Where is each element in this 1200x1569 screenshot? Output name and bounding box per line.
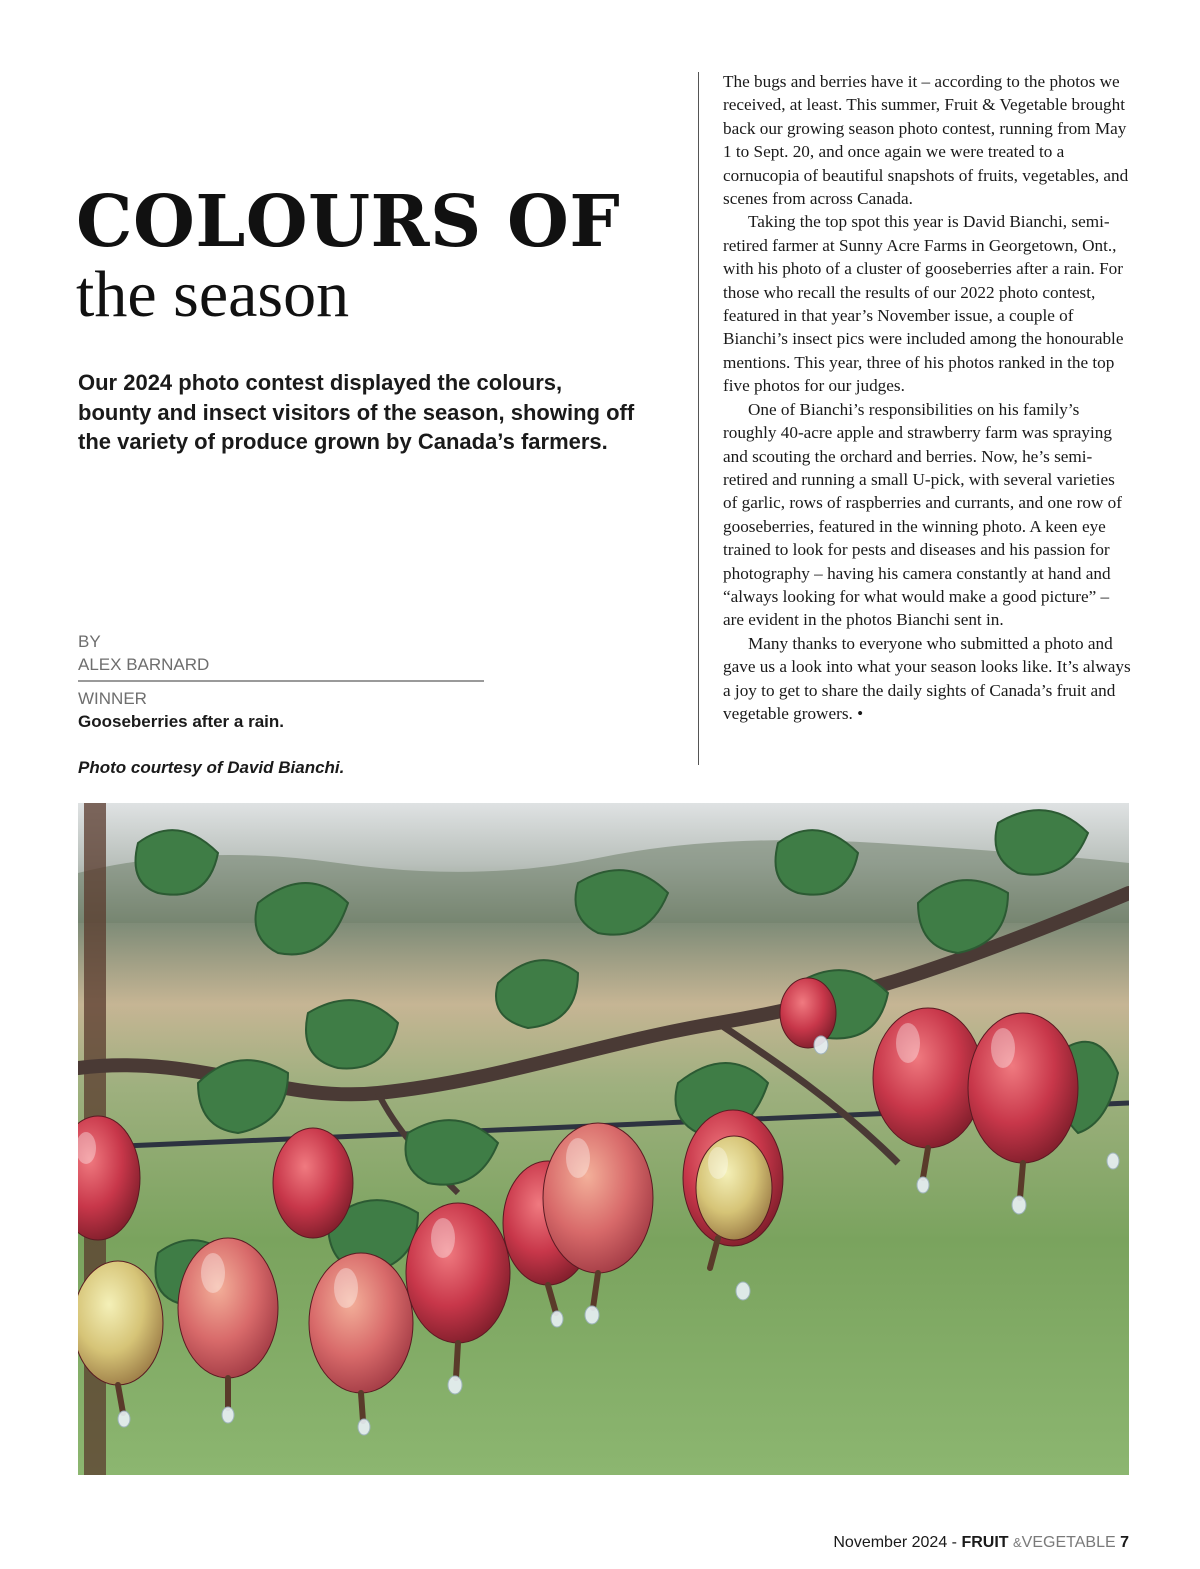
- article-subtitle: the season: [76, 258, 350, 331]
- gooseberry-photo: [78, 803, 1129, 1475]
- publication-ampersand: &: [1013, 1535, 1022, 1550]
- body-paragraph: Many thanks to everyone who submitted a photo and gave us a look into what your season looks like. It’s always a joy to get to share the daily sights of Canada’s fruit and vegetable growers. •: [723, 633, 1131, 723]
- publication-name-fruit: FRUIT: [961, 1534, 1009, 1551]
- caption-title: Gooseberries after a rain.: [78, 712, 284, 731]
- page-number: 7: [1120, 1534, 1129, 1551]
- publication-name-vegetable: VEGETABLE: [1021, 1534, 1116, 1551]
- photo-credit: Photo courtesy of David Bianchi.: [78, 758, 345, 777]
- body-paragraph: Taking the top spot this year is David Bianchi, semi-retired farmer at Sunny Acre Farms in Georgetown, Ont., with his photo of a cluster of gooseberries after a rain. For those who recall the results of our 2022 photo contest, featured in that year’s November issue, a couple of Bianchi’s insect pics were included among the honourable mentions. This year, three of his photos ranked in the top five photos for our judges.: [723, 212, 1124, 396]
- author-name: ALEX BARNARD: [78, 655, 210, 674]
- page-footer: [833, 1533, 1129, 1553]
- article-body: [723, 70, 1133, 725]
- article-deck: Our 2024 photo contest displayed the colours, bounty and insect visitors of the season, showing off the variety of produce grown by Canada’s farmers.: [78, 370, 635, 454]
- column-divider: [698, 72, 699, 765]
- article-title: COLOURS OF: [76, 179, 621, 263]
- body-paragraph: One of Bianchi’s responsibilities on his family’s roughly 40-acre apple and strawberry farm was spraying and scouting the orchard and berries. Now, he’s semi-retired and running a small U-pick, with several varieties of garlic, rows of raspberries and currants, and one row of gooseberries, featured in the winning photo. A keen eye trained to look for pests and diseases and his passion for photography – having his camera constantly at hand and “always looking for what would make a good picture” – are evident in the photos Bianchi sent in.: [723, 399, 1122, 630]
- byline-label: BY: [78, 632, 101, 651]
- gooseberry-illustration: [78, 803, 1129, 1475]
- body-paragraph: The bugs and berries have it – according to the photos we received, at least. This summer, Fruit & Vegetable brought back our growing season photo contest, running from May 1 to Sept. 20, and once again we were treated to a cornucopia of beautiful snapshots of fruits, vegetables, and scenes from across Canada.: [723, 72, 1129, 209]
- photo-caption: [78, 687, 498, 779]
- issue-date: November 2024 -: [833, 1534, 962, 1551]
- caption-label: WINNER: [78, 689, 147, 708]
- byline: [78, 630, 484, 682]
